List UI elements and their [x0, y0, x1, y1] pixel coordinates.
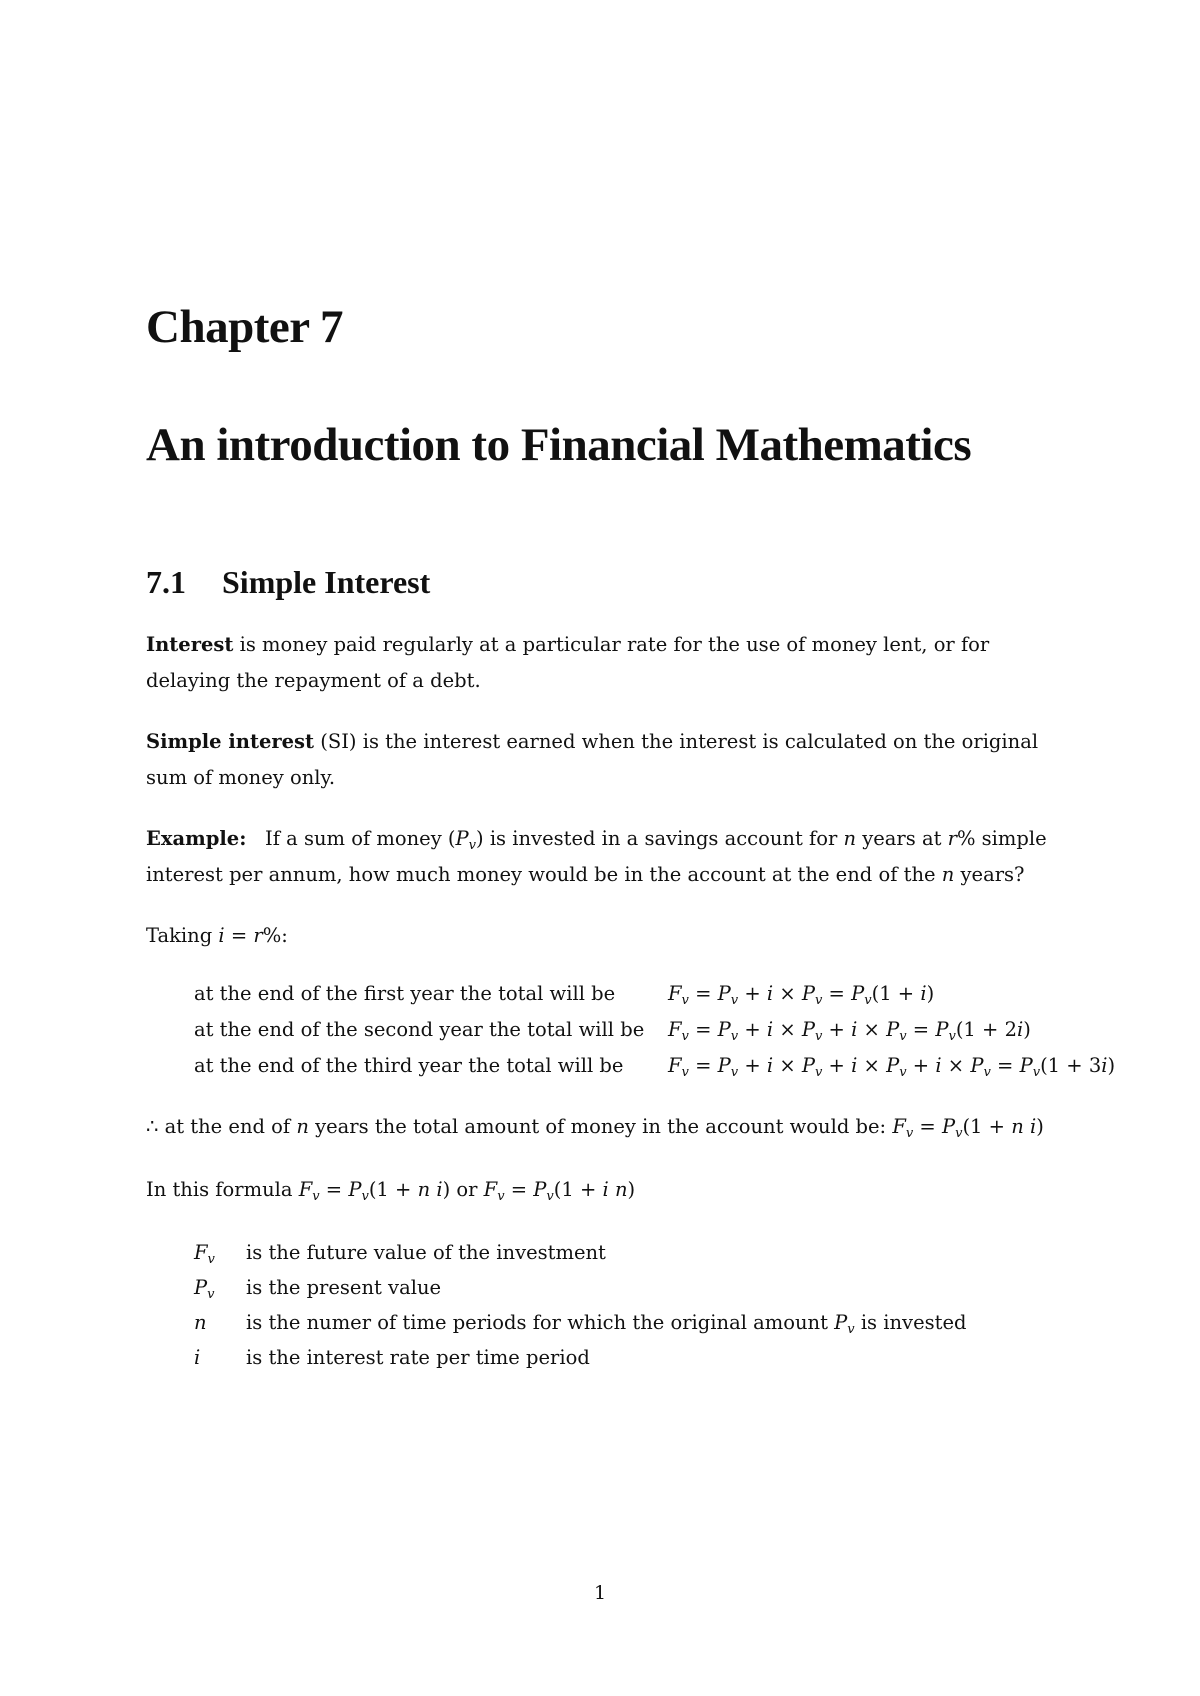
- simple-interest-definition: [146, 724, 1066, 796]
- formula-2: $F_v = P_v(1 + i$ n): [483, 1178, 636, 1204]
- taking-line: [146, 918, 1066, 954]
- interest-definition: [146, 627, 1066, 699]
- section-number: 7.1: [146, 564, 186, 600]
- example-label: Example:: [146, 827, 247, 850]
- taking-text: Taking: [146, 924, 219, 947]
- definition-symbol: $F_v$: [194, 1241, 215, 1267]
- derivation-label: at the end of the first year the total will be: [194, 982, 616, 1005]
- definition-symbol: $P_v$: [194, 1276, 215, 1302]
- definition-symbol: n: [194, 1311, 207, 1334]
- chapter-subtitle: An introduction to Financial Mathematics: [146, 419, 972, 471]
- simple-interest-term: Simple interest: [146, 730, 315, 753]
- example-pv-sub: v: [468, 838, 477, 853]
- conclusion-n: n: [296, 1115, 309, 1138]
- derivation-equation: $F_v = P_v + i \times P_v + i \times P_v = P_v(1 + 2i)$: [668, 1018, 1031, 1044]
- example-text-1: If a sum of money (: [265, 827, 456, 850]
- definition-text: is the future value of the investment: [246, 1241, 606, 1264]
- interest-definition-text: is money paid regularly at a particular rate for the use of money lent, or for delaying the repayment of a debt.: [146, 633, 990, 692]
- derivation-equation: $F_v = P_v + i \times P_v + i \times P_v + i \times P_v = P_v(1 + 3i)$: [668, 1054, 1116, 1080]
- taking-i: i: [218, 924, 225, 947]
- section-title: Simple Interest: [222, 564, 431, 600]
- conclusion-text: years the total amount of money in the account would be:: [308, 1115, 893, 1138]
- definition-text: is the interest rate per time period: [246, 1346, 590, 1369]
- page-number: 1: [593, 1582, 607, 1604]
- conclusion-formula: $F_v = P_v(1 + n$ i): [892, 1115, 1044, 1141]
- interest-term: Interest: [146, 633, 234, 656]
- definition-symbol: i: [194, 1346, 201, 1369]
- example-n1: n: [843, 827, 857, 850]
- taking-r: r: [253, 924, 263, 947]
- example-text-5: years?: [954, 863, 1025, 886]
- taking-equals: =: [224, 924, 254, 947]
- formula-prefix: In this formula: [146, 1178, 299, 1201]
- example-paragraph: [146, 821, 1066, 893]
- taking-end: %:: [262, 924, 288, 947]
- simple-interest-definition-text: (SI) is the interest earned when the interest is calculated on the original sum of money only.: [146, 730, 1039, 789]
- example-text-4: % simple interest per annum, how much money would be in the account at the end of the: [146, 827, 1047, 886]
- conclusion-prefix: ∴ at the end of: [146, 1115, 297, 1138]
- formula-line: [146, 1172, 1066, 1208]
- example-r: r: [947, 827, 957, 850]
- example-text-2: ) is invested in a savings account for: [476, 827, 844, 850]
- derivation-equation: $F_v = P_v + i \times P_v = P_v(1 + i)$: [668, 982, 935, 1008]
- formula-or: or: [450, 1178, 484, 1201]
- conclusion-line: [146, 1109, 1066, 1145]
- chapter-title: Chapter 7: [146, 301, 343, 353]
- derivation-label: at the end of the third year the total will be: [194, 1054, 624, 1077]
- definition-text: is the numer of time periods for which the original amount $P_v$ is invested: [246, 1311, 967, 1337]
- definition-text: is the present value: [246, 1276, 442, 1299]
- formula-1: $F_v = P_v(1 + n$ i): [298, 1178, 451, 1204]
- example-n2: n: [941, 863, 955, 886]
- example-text-3: years at: [856, 827, 948, 850]
- example-pv: P: [455, 827, 469, 850]
- derivation-label: at the end of the second year the total will be: [194, 1018, 645, 1041]
